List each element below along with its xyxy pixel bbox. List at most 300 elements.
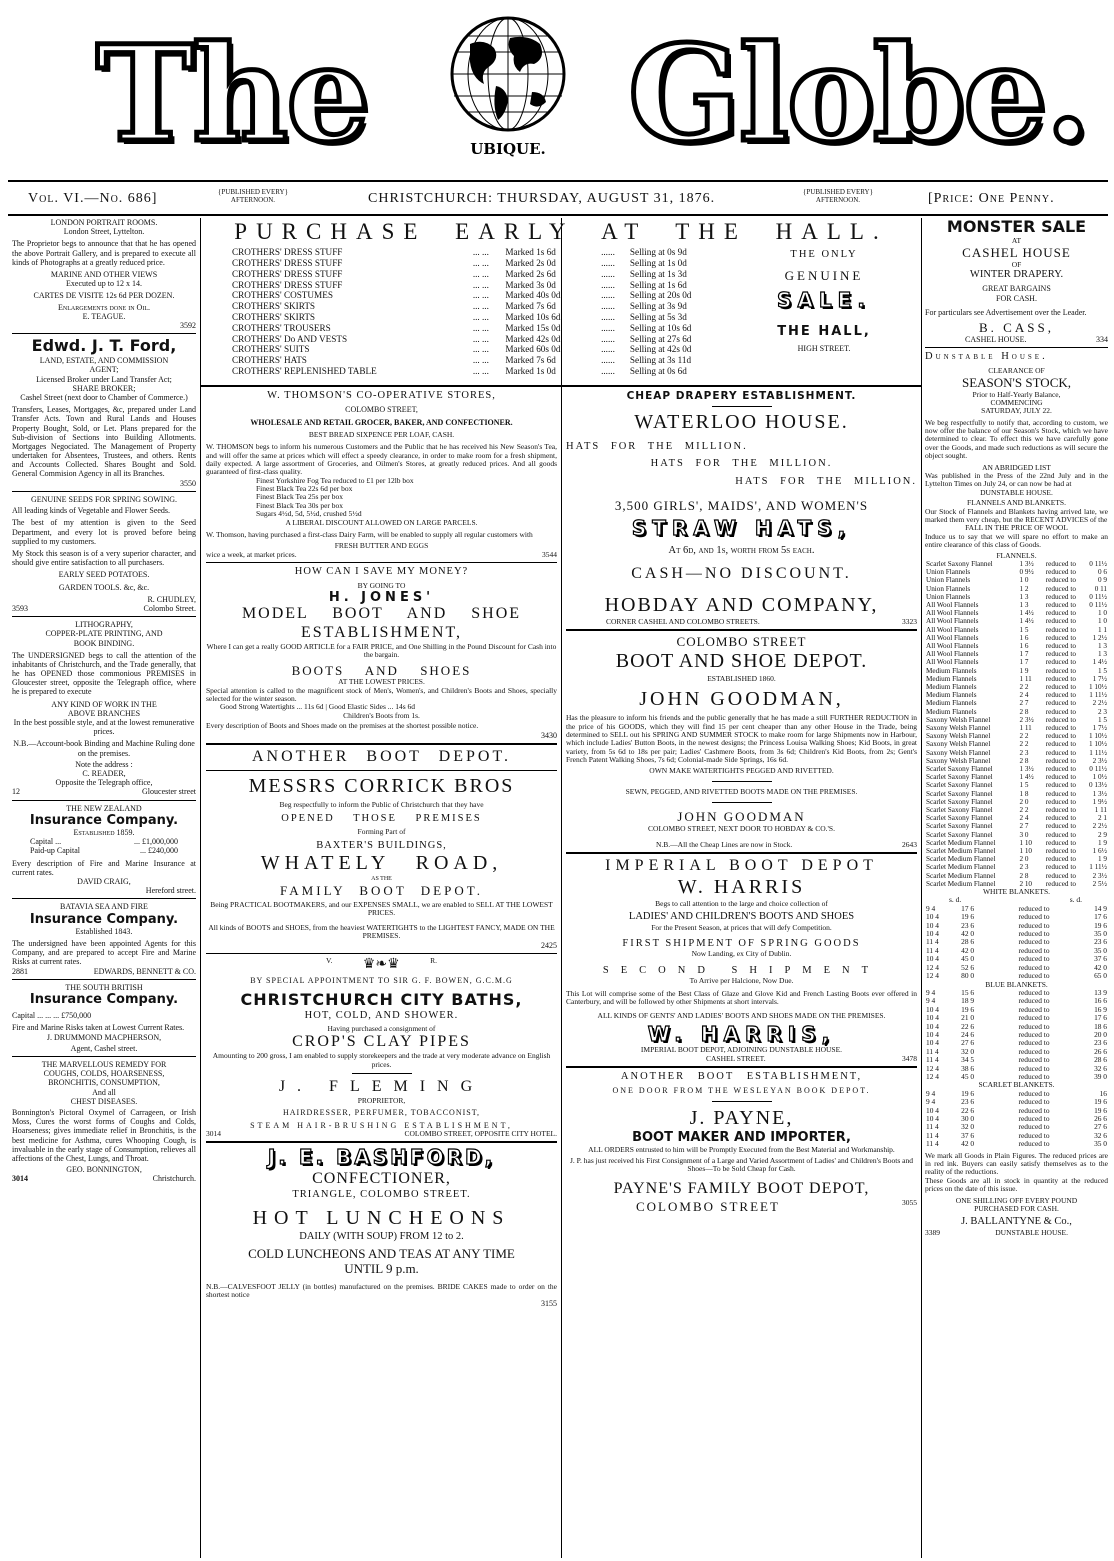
flannel-row-cell: All Wool Flannels [926, 617, 979, 626]
flannel-row-cell: 2 2 [1019, 732, 1029, 741]
price-row [230, 344, 734, 355]
white-blanket-row [925, 930, 1108, 938]
divider [566, 852, 917, 854]
price-item: CROTHERS' DRESS STUFF [232, 247, 343, 258]
white-blanket-row-cell: 37 6 [1094, 954, 1107, 964]
flannel-row-cell: Scarlet Saxony Flannel [926, 830, 993, 839]
flannel-row-cell: 0 13½ [1089, 781, 1107, 790]
flannel-row-cell: All Wool Flannels [926, 633, 979, 642]
divider [12, 333, 196, 334]
white-blanket-row [925, 922, 1108, 930]
line: Having purchased a consignment of [327, 1024, 436, 1034]
flannel-row [925, 576, 1108, 584]
heading: HOW CAN I SAVE MY MONEY? [294, 566, 469, 578]
flannel-row [925, 593, 1108, 601]
flannel-row-cell: 1 10½ [1089, 683, 1107, 691]
ad-batavia [12, 902, 196, 975]
scarlet-blanket-row-cell: reduced to [1018, 1097, 1050, 1107]
flannel-row-cell: reduced to [1045, 756, 1076, 765]
price-dots: ... ... [472, 290, 489, 301]
line: Beg respectfully to inform the Public of Christchurch that they have [279, 800, 484, 810]
address: IMPERIAL BOOT DEPOT, ADJOINING DUNSTABLE HOUSE. [640, 1045, 843, 1055]
price-item: CROTHERS' HATS [232, 355, 307, 366]
line: Established 1859. [73, 828, 135, 838]
flannel-row [925, 806, 1108, 814]
flannel-row [925, 716, 1108, 724]
item: Finest Black Tea 22s 6d per box [256, 484, 353, 494]
agent-name: J. DRUMMOND MACPHERSON, [46, 1032, 162, 1042]
scarlet-blanket-row-cell: reduced to [1018, 1139, 1050, 1149]
flannel-row-cell: reduced to [1045, 715, 1076, 724]
flannel-row-cell: Scarlet Saxony Flannel [926, 559, 993, 568]
blue-blanket-row-cell: 26 6 [1094, 1046, 1107, 1056]
ad-number: 3430 [541, 730, 557, 740]
flannel-row-cell: Medium Flannels [926, 699, 977, 708]
blue-blanket-row-cell: 12 4 [926, 1071, 939, 1081]
blue-blanket-row-cell: 18 6 [1094, 1021, 1107, 1031]
white-blanket-row-cell: reduced to [1018, 954, 1050, 964]
royal-arms-icon: ♛❧♛ [362, 956, 400, 972]
item: Finest Black Tea 25s per box [256, 492, 344, 502]
body-text: W. THOMSON begs to inform his numerous Customers and the Public that he has received his New Season's Tea, and will offer the same at prices which will effect a speedy clearance, in order to make room for a fresh shipment, daily expected. A large assortment of Groceries, and Oilmen's Stores, at greatly reduced prices. And all goods guaranteed of first-class quality. [206, 442, 557, 477]
price-dots2: ...... [601, 311, 615, 322]
flannel-row [925, 740, 1108, 748]
flannel-row-cell: 1 7 [1019, 658, 1029, 667]
flannel-row [925, 568, 1108, 576]
flannel-row-cell: All Wool Flannels [926, 658, 979, 667]
white-blanket-row-cell: 42 0 [961, 929, 975, 939]
price-row [230, 247, 734, 258]
price-marked: Marked 3s 0d [505, 279, 556, 290]
flannel-row-cell: 2 8 [1019, 707, 1029, 716]
place-date: CHRISTCHURCH: THURSDAY, AUGUST 31, 1876. [368, 191, 716, 206]
heading: HOT LUNCHEONS [252, 1206, 511, 1229]
line: PROPRIETOR, [357, 1095, 406, 1105]
blue-blanket-row-cell: 45 0 [961, 1071, 975, 1081]
column-rule [921, 218, 922, 1558]
ad-corrick [206, 748, 557, 950]
price-dots2: ...... [601, 279, 615, 290]
ad-dunstable [925, 351, 1108, 1237]
flannel-row-cell: All Wool Flannels [926, 600, 979, 609]
scarlet-blanket-row-cell: 32 6 [1094, 1130, 1107, 1140]
scarlet-blanket-row-cell: 26 6 [1094, 1113, 1107, 1123]
advertiser-name: WATERLOO HOUSE. [634, 411, 849, 434]
body-text: Has the pleasure to inform his friends and the public generally that he has made a still FURTHER REDUCTION in the price of his GOODS, which they will find 15 per cent cheaper than any other House in the Trade, being determined to SELL out his SPRING AND SUMMER STOCK to make room for large Shipments now in Harbour, which include Ladies' Button Boots, in the newest designs; the Princess Louisa Walking Shoes; Kid Boots, in great variety, from 5s 6d to 18s per pair; Ladies' Cashmere Boots, from 3s 6d; Children's Kid Boots, from 2s; Gent's French Patent Walking Shoes, 7s 6d; Colonial-made Side Springs, 16s 6d. [566, 713, 917, 765]
blue-blanket-row-cell: reduced to [1018, 1055, 1050, 1065]
flannel-row-cell: Scarlet Saxony Flannel [926, 822, 993, 831]
flannel-row-cell: 2 0 [1019, 855, 1029, 864]
white-blanket-row-cell: 35 0 [1094, 945, 1107, 955]
divider [712, 1101, 772, 1102]
line: FIRST SHIPMENT OF SPRING GOODS [622, 938, 861, 950]
blue-blanket-row-cell: 16 9 [1094, 1004, 1107, 1014]
flannel-row [925, 699, 1108, 707]
flannel-row [925, 863, 1108, 871]
scarlet-blanket-row [925, 1140, 1108, 1148]
body-text: N.B.—CALVESFOOT JELLY (in bottles) manufactured on the premises. BRIDE CAKES made to order on the shortest notice [206, 1281, 557, 1299]
dateline [8, 180, 1108, 216]
flannel-row-cell: reduced to [1045, 666, 1076, 675]
flannel-row-cell: 1 1 [1098, 625, 1107, 634]
line: HIGH STREET. [797, 343, 851, 353]
line: LADIES' AND CHILDREN'S BOOTS AND SHOES [628, 911, 855, 923]
price-dots2: ...... [601, 355, 615, 366]
price-sell: Selling at 27s 6d [629, 333, 692, 344]
body-text: Begs to call attention to the large and choice collection of [655, 898, 828, 908]
flannel-row-cell: reduced to [1045, 568, 1076, 577]
address: COLOMBO STREET, NEXT DOOR TO HOBDAY & CO.'S. [648, 823, 835, 833]
price-item: CROTHERS' Do AND VESTS [232, 333, 348, 344]
signoff [206, 1130, 557, 1138]
body-text: ALL ORDERS entrusted to him will be Promptly Executed from the Best Material and Workmanship. [588, 1144, 895, 1154]
heading: CHEST DISEASES. [70, 1096, 138, 1106]
blue-blanket-row-cell: 34 5 [961, 1055, 975, 1065]
blue-blanket-row-cell: 17 6 [1094, 1013, 1107, 1023]
line: BLUE BLANKETS. [985, 979, 1048, 989]
blue-blanket-table [925, 989, 1108, 1081]
blue-blanket-row-cell: 28 6 [1094, 1055, 1107, 1065]
scarlet-blanket-row [925, 1132, 1108, 1140]
divider [925, 347, 1108, 348]
price-dots: ... ... [472, 344, 489, 355]
line: STEAM HAIR-BRUSHING ESTABLISHMENT, [250, 1120, 513, 1130]
flannel-row-cell: Saxony Welsh Flannel [926, 748, 991, 757]
body-text: Special attention is called to the magnificent stock of Men's, Women's, and Children's Boots and Shoes, specially selected for the winter season. [206, 685, 557, 703]
line: FAMILY BOOT DEPOT. [280, 882, 483, 898]
scarlet-blanket-row-cell: 10 4 [926, 1105, 939, 1115]
line: COMMENCING [990, 397, 1043, 407]
line: AS THE [371, 875, 392, 882]
flannel-row-cell: 0 9½ [1019, 568, 1034, 577]
body-text: The Proprietor begs to announce that that he has opened the above Portrait Gallery, and is prepared to execute all kinds of Photographs at a greatly reduced price. [12, 239, 196, 267]
white-blanket-row-cell: 45 0 [961, 954, 975, 964]
line: FLANNELS. [996, 550, 1037, 560]
price-dots2: ...... [601, 365, 615, 376]
globe-emblem [448, 14, 568, 164]
line: SATURDAY, JULY 22. [981, 406, 1052, 416]
flannel-row [925, 683, 1108, 691]
blue-blanket-row-cell: reduced to [1018, 1046, 1050, 1056]
flannel-row-cell: 2 2½ [1092, 699, 1107, 708]
price-marked: Marked 15s 0d [505, 322, 561, 333]
price-marked: Marked 42s 0d [505, 333, 561, 344]
flannel-row-cell: reduced to [1045, 674, 1076, 683]
divider [352, 1073, 412, 1074]
blue-blanket-row-cell: 10 4 [926, 1004, 939, 1014]
body-text: We mark all Goods in Plain Figures. The reduced prices are in red ink. Buyers can easily satisfy themselves as to the reality of the reductions. [925, 1150, 1108, 1177]
line: STRAW HATS, [631, 516, 852, 541]
sale-word: SALE. [777, 287, 871, 312]
blue-blanket-row-cell: 16 6 [1094, 996, 1107, 1006]
flannel-row-cell: Scarlet Saxony Flannel [926, 814, 993, 823]
line: ABOVE BRANCHES [67, 708, 141, 718]
blue-blanket-row [925, 1014, 1108, 1022]
flannel-row-cell: 1 10½ [1089, 740, 1107, 749]
ad-waterloo [566, 390, 917, 626]
line: FALL IN THE PRICE OF WOOL [965, 523, 1068, 533]
scarlet-blanket-row-cell: 10 4 [926, 1113, 939, 1123]
line: FOR CASH. [996, 293, 1037, 303]
line: UNTIL 9 p.m. [344, 1261, 419, 1277]
flannel-row-cell: 0 11 [1094, 584, 1107, 593]
line: ANY KIND OF WORK IN THE [51, 699, 157, 709]
price-dots: ... ... [472, 365, 489, 376]
white-blanket-row-cell: 35 0 [1094, 929, 1107, 939]
agent-name: DAVID CRAIG, [77, 876, 131, 886]
flannel-row-cell: 2 1 [1098, 814, 1107, 823]
blue-blanket-row-cell: 32 0 [961, 1046, 975, 1056]
line: OPENED THOSE PREMISES [281, 812, 482, 824]
ad-number: 3014 [206, 1128, 221, 1138]
price-item: CROTHERS' SKIRTS [232, 301, 316, 312]
flannel-row-cell: reduced to [1045, 773, 1076, 782]
flannel-row-cell: Saxony Welsh Flannel [926, 724, 991, 733]
flannel-row-cell: reduced to [1045, 830, 1076, 839]
scarlet-blanket-row-cell: 19 6 [961, 1088, 975, 1098]
heading: THE MARVELLOUS REMEDY FOR [41, 1060, 167, 1070]
price-item: CROTHERS' SUITS [232, 344, 310, 355]
line: EARLY SEED POTATOES. [58, 570, 150, 580]
ad-thomson [206, 390, 557, 559]
ad-number: 3155 [541, 1299, 557, 1309]
line: Executed up to 12 x 14. [66, 279, 142, 289]
column-1 [12, 218, 196, 1561]
flannel-row-cell: Scarlet Medium Flannel [926, 871, 996, 880]
line: COLOMBO STREET [676, 634, 807, 650]
flannel-row-cell: 1 11 [1019, 674, 1032, 683]
price-sell: Selling at 3s 9d [629, 301, 687, 312]
scarlet-blanket-row [925, 1098, 1108, 1106]
blue-blanket-row [925, 1056, 1108, 1064]
blue-blanket-row-cell: 10 4 [926, 1013, 939, 1023]
divider [12, 1056, 196, 1057]
flannel-row [925, 585, 1108, 593]
scarlet-blanket-row-cell: 37 6 [961, 1130, 975, 1140]
flannel-row-cell: reduced to [1045, 683, 1076, 691]
scarlet-blanket-row-cell: 11 4 [926, 1122, 939, 1132]
flannel-row-cell: Scarlet Medium Flannel [926, 879, 996, 888]
flannel-row-cell: 0 11½ [1089, 592, 1107, 601]
published-left-2: AFTERNOON. [230, 196, 276, 204]
flannel-row-cell: 1 5 [1098, 715, 1107, 724]
flannel-row-cell: 2 3 [1098, 707, 1107, 716]
body-text: J. P. has just received his First Consignment of a Large and Varied Assortment of Ladies' and Children's Boots and Shoes—To be Sold Cheap for Cash. [569, 1155, 913, 1174]
company-name: Insurance Company. [29, 812, 179, 828]
blue-blanket-row-cell: 20 0 [1094, 1029, 1107, 1039]
line: FLANNELS AND BLANKETS. [967, 498, 1066, 508]
newspaper-page [8, 0, 1108, 1561]
flannel-row-cell: reduced to [1045, 740, 1076, 749]
scarlet-blanket-row-cell: 30 0 [961, 1113, 975, 1123]
value: ... £1,000,000 [134, 837, 178, 847]
white-blanket-row-cell: 10 4 [926, 920, 939, 930]
line: SHARE BROKER; [72, 383, 136, 393]
signoff [206, 551, 557, 559]
flannel-row-cell: 0 11½ [1089, 600, 1107, 609]
ad-teague [12, 218, 196, 330]
flannel-row-cell: 2 3 [1019, 863, 1029, 872]
white-blanket-row-cell: reduced to [1018, 912, 1050, 922]
flannel-row-cell: Scarlet Medium Flannel [926, 847, 996, 856]
flannel-table [925, 560, 1108, 888]
line: For the Present Season, at prices that will defy Competition. [651, 922, 832, 932]
ad-south-british [12, 983, 196, 1053]
line: GREAT BARGAINS [982, 284, 1051, 294]
published-left [208, 188, 298, 204]
flannel-row-cell: 1 9 [1098, 838, 1107, 847]
price-dots2: ...... [601, 301, 615, 312]
price-marked: Marked 2s 6d [505, 268, 556, 279]
price-marked: Marked 1s 6d [505, 247, 556, 258]
price-dots: ... ... [472, 301, 489, 312]
flannel-row [925, 781, 1108, 789]
flannel-row-cell: reduced to [1045, 625, 1076, 634]
ad-number: 3593 [12, 603, 28, 613]
line: ONE DOOR FROM THE WESLEYAN BOOK DEPOT. [612, 1086, 871, 1096]
flannel-row-cell: 1 9 [1019, 666, 1029, 675]
flannel-row-cell: 1 3½ [1019, 765, 1034, 774]
price-sell: Selling at 0s 6d [629, 365, 687, 376]
flannel-row-cell: reduced to [1045, 617, 1076, 626]
heading: COPPER-PLATE PRINTING, AND [45, 629, 163, 639]
flannel-row-cell: Scarlet Medium Flannel [926, 838, 996, 847]
flannel-row-cell: 1 5 [1098, 666, 1107, 675]
blue-blanket-row [925, 1023, 1108, 1031]
flannel-row-cell: reduced to [1045, 765, 1076, 774]
body-text: Being PRACTICAL BOOTMAKERS, and our EXPENSES SMALL, we are enabled to SELL AT THE LOWEST PRICES. [210, 899, 553, 918]
heading: BOOK BINDING. [73, 638, 135, 648]
advertiser-name: E. TEAGUE. [82, 311, 126, 321]
scarlet-blanket-row-cell: reduced to [1018, 1113, 1050, 1123]
price-marked: Marked 7s 6d [505, 355, 556, 366]
advertiser-name: J. PAYNE, [689, 1106, 794, 1129]
line: WHOLESALE AND RETAIL GROCER, BAKER, AND CONFECTIONER. [250, 417, 513, 427]
blue-blanket-row-cell: reduced to [1018, 1013, 1050, 1023]
scarlet-blanket-row-cell: 32 0 [961, 1122, 975, 1132]
scarlet-blanket-row [925, 1123, 1108, 1131]
line: Established 1843. [75, 926, 133, 936]
line: N.B.—All the Cheap Lines are now in Stock. [656, 840, 793, 849]
line: CLEARANCE OF [988, 365, 1045, 375]
price-sell: Selling at 0s 9d [629, 247, 687, 258]
white-blanket-row-cell: 12 4 [926, 962, 939, 972]
flannel-row-cell: 2 3½ [1092, 756, 1107, 765]
advertiser-name: W. HARRIS, [647, 1021, 836, 1046]
price-dots: ... ... [472, 311, 489, 322]
line: 3,500 GIRLS', MAIDS', AND WOMEN'S [614, 498, 869, 514]
blue-blanket-row-cell: 39 0 [1094, 1071, 1107, 1081]
flannel-row-cell: reduced to [1045, 576, 1076, 585]
body-text: My Stock this season is of a very superior character, and should give entire satisfaction to all purchasers. [12, 549, 196, 568]
white-blanket-row-cell: reduced to [1018, 945, 1050, 955]
price-dots: ... ... [472, 268, 489, 279]
ad-jones [206, 566, 557, 740]
address: COLOMBO STREET, OPPOSITE CITY HOTEL. [404, 1128, 557, 1138]
heading: CHRISTCHURCH CITY BATHS, [240, 989, 523, 1009]
blue-blanket-row [925, 989, 1108, 997]
flannel-row [925, 732, 1108, 740]
line: ONE SHILLING OFF EVERY POUND [955, 1195, 1078, 1205]
label: Paid-up Capital [30, 846, 80, 856]
line: THE HALL, [777, 324, 871, 340]
flannel-row-cell: 2 10 [1019, 879, 1033, 888]
flannel-row-cell: 1 4½ [1019, 617, 1034, 626]
masthead [8, 0, 1108, 180]
blue-blanket-row-cell: 13 9 [1094, 987, 1107, 997]
blue-blanket-row-cell: reduced to [1018, 996, 1050, 1006]
heading: BATAVIA SEA AND FIRE [60, 902, 148, 912]
flannel-row-cell: reduced to [1045, 822, 1076, 831]
flannel-row [925, 708, 1108, 716]
line: BY SPECIAL APPOINTMENT TO SIR G. F. BOWEN, G.C.M.G [250, 975, 513, 985]
line: BEST BREAD SIXPENCE PER LOAF, CASH. [308, 429, 455, 439]
column-2 [206, 390, 557, 1560]
price-sell: Selling at 1s 3d [629, 268, 687, 279]
scarlet-blanket-row-cell: 11 4 [926, 1130, 939, 1140]
flannel-row-cell: 1 11½ [1089, 691, 1107, 700]
white-blanket-row-cell: 14 9 [1094, 903, 1107, 913]
white-blanket-row-cell: 10 4 [926, 954, 939, 964]
line: In the best possible style, and at the lowest remunerative prices. [13, 718, 195, 737]
price-marked: Marked 7s 6d [505, 301, 556, 312]
heading: GENUINE SEEDS FOR SPRING SOWING. [30, 495, 177, 505]
price-dots: ... ... [472, 355, 489, 366]
label: Capital ... [30, 837, 62, 847]
price-row [230, 290, 734, 301]
price-dots: ... ... [472, 322, 489, 333]
line: DAILY (WITH SOUP) FROM 12 to 2. [299, 1230, 464, 1242]
line: LAND, ESTATE, AND COMMISSION [39, 356, 169, 366]
flannel-row-cell: Saxony Welsh Flannel [926, 715, 991, 724]
white-blanket-row-cell: 12 4 [926, 971, 939, 981]
flannel-row [925, 642, 1108, 650]
flannel-row-cell: reduced to [1045, 707, 1076, 716]
body-text: Was published in the Press of the 22nd July and in the Lyttelton Times on July 24, or can now be had at [925, 471, 1108, 489]
flannel-row [925, 822, 1108, 830]
flannel-row-cell: 2 8 [1019, 871, 1029, 880]
advertiser-name: JOHN GOODMAN [677, 809, 806, 825]
advertiser-name: W. HARRIS [677, 876, 806, 899]
body-text: For particulars see Advertisement over the Leader. [925, 307, 1087, 317]
flannel-row [925, 790, 1108, 798]
flannel-row-cell: reduced to [1045, 609, 1076, 618]
ad-city-baths [206, 957, 557, 1138]
flannel-row-cell: reduced to [1045, 797, 1076, 806]
body-text: Where I can get a really GOOD ARTICLE for a FAIR PRICE, and One Shilling in the Pound Discount for Cash into the bargain. [206, 642, 557, 660]
line: WHITE BLANKETS. [982, 887, 1051, 897]
flannel-row-cell: 2 3 [1019, 748, 1029, 757]
white-blanket-row-cell: 17 6 [1094, 912, 1107, 922]
line: CROP'S CLAY PIPES [292, 1033, 471, 1051]
ad-number: 2425 [541, 940, 557, 950]
body-text: We beg respectfully to notify that, according to custom, we now offer the balance of our Season's Stock, which we have determined to clear. To effect this we have carefully gone over the Goods, and made such reductions as will secure the object sought. [925, 417, 1108, 461]
price-dots: ... ... [472, 247, 489, 258]
flannel-row-cell: Saxony Welsh Flannel [926, 732, 991, 741]
flannel-row-cell: 1 6 [1019, 641, 1029, 650]
flannel-row-cell: reduced to [1045, 691, 1076, 700]
divider [12, 979, 196, 980]
scarlet-blanket-row-cell: 35 0 [1094, 1139, 1107, 1149]
scarlet-blanket-row-cell: reduced to [1018, 1130, 1050, 1140]
ad-bonnington [12, 1060, 196, 1183]
flannel-row-cell: Scarlet Saxony Flannel [926, 789, 993, 798]
ad-number: 2643 [902, 840, 917, 849]
flannel-row-cell: reduced to [1045, 806, 1076, 815]
white-blanket-row-cell: 19 6 [1094, 920, 1107, 930]
price-item: CROTHERS' DRESS STUFF [232, 257, 343, 268]
price-item: CROTHERS' SKIRTS [232, 311, 316, 322]
